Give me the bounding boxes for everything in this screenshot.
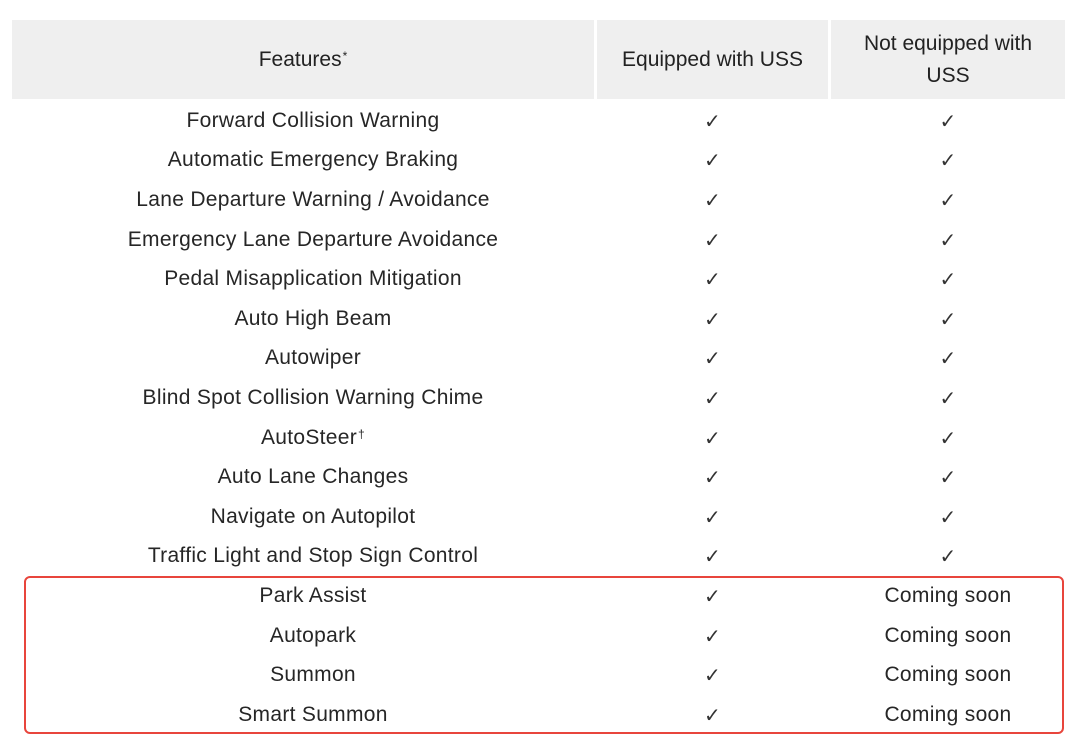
feature-label: Automatic Emergency Braking	[167, 148, 459, 172]
checkmark-icon: ✓	[703, 425, 722, 450]
feature-label: Emergency Lane Departure Avoidance	[127, 227, 499, 251]
feature-label: Pedal Misapplication Mitigation	[164, 267, 462, 291]
checkmark-icon: ✓	[703, 108, 722, 133]
table-row	[0, 537, 1080, 577]
feature-label: Park Assist	[259, 583, 367, 607]
not-equipped-cell	[831, 101, 1065, 141]
table-row	[0, 418, 1080, 458]
not-equipped-cell	[831, 220, 1065, 260]
checkmark-icon: ✓	[939, 148, 957, 173]
equipped-cell	[597, 418, 828, 458]
feature-label: Summon	[270, 663, 356, 687]
feature-cell	[12, 180, 614, 220]
checkmark-icon: ✓	[939, 504, 957, 529]
checkmark-icon: ✓	[939, 306, 957, 331]
checkmark-icon: ✓	[939, 267, 957, 292]
table-row	[0, 378, 1080, 418]
feature-cell	[12, 259, 614, 299]
checkmark-icon: ✓	[939, 346, 957, 371]
feature-label: Lane Departure Warning / Avoidance	[136, 187, 490, 211]
checkmark-icon: ✓	[703, 346, 722, 371]
checkmark-icon: ✓	[703, 187, 722, 212]
not-equipped-cell	[831, 695, 1065, 735]
table-row	[0, 259, 1080, 299]
checkmark-icon: ✓	[703, 544, 722, 569]
header-equipped-label: Equipped with USS	[622, 47, 803, 71]
header-features-label: Features	[258, 47, 342, 71]
checkmark-icon: ✓	[703, 504, 722, 529]
equipped-cell	[597, 259, 828, 299]
feature-label: Auto High Beam	[234, 306, 392, 330]
not-equipped-cell	[831, 259, 1065, 299]
feature-label: Forward Collision Warning	[186, 108, 440, 132]
not-equipped-cell	[831, 537, 1065, 577]
feature-cell	[12, 497, 614, 537]
equipped-cell	[597, 576, 828, 616]
equipped-cell	[597, 101, 828, 141]
table-row	[0, 576, 1080, 616]
table-row	[0, 220, 1080, 260]
checkmark-icon: ✓	[939, 465, 957, 490]
checkmark-icon: ✓	[703, 583, 722, 608]
table-row	[0, 457, 1080, 497]
checkmark-icon: ✓	[939, 544, 957, 569]
feature-label: Traffic Light and Stop Sign Control	[147, 544, 479, 568]
feature-cell	[12, 616, 614, 656]
equipped-cell	[597, 457, 828, 497]
header-features	[12, 20, 594, 99]
feature-cell	[12, 457, 614, 497]
feature-label: Blind Spot Collision Warning Chime	[142, 385, 484, 409]
equipped-cell	[597, 180, 828, 220]
checkmark-icon: ✓	[703, 227, 722, 252]
checkmark-icon: ✓	[939, 187, 957, 212]
table-row	[0, 655, 1080, 695]
equipped-cell	[597, 378, 828, 418]
checkmark-icon: ✓	[703, 702, 722, 727]
table-row	[0, 101, 1080, 141]
feature-cell	[12, 339, 614, 379]
checkmark-icon: ✓	[939, 108, 957, 133]
coming-soon-label: Coming soon	[884, 702, 1012, 726]
feature-cell	[12, 418, 614, 458]
not-equipped-cell	[831, 299, 1065, 339]
checkmark-icon: ✓	[703, 267, 722, 292]
feature-label: Auto Lane Changes	[217, 465, 409, 489]
feature-cell	[12, 655, 614, 695]
feature-cell	[12, 537, 614, 577]
not-equipped-cell	[831, 339, 1065, 379]
table-row	[0, 695, 1080, 735]
not-equipped-cell	[831, 457, 1065, 497]
not-equipped-cell	[831, 497, 1065, 537]
checkmark-icon: ✓	[939, 227, 957, 252]
equipped-cell	[597, 339, 828, 379]
table-row	[0, 339, 1080, 379]
feature-cell	[12, 299, 614, 339]
header-equipped-uss	[597, 20, 828, 99]
feature-cell	[12, 378, 614, 418]
checkmark-icon: ✓	[939, 385, 957, 410]
feature-label: Autowiper	[264, 346, 362, 370]
not-equipped-cell	[831, 180, 1065, 220]
equipped-cell	[597, 695, 828, 735]
not-equipped-cell	[831, 655, 1065, 695]
equipped-cell	[597, 537, 828, 577]
feature-label: Autopark	[269, 623, 357, 647]
equipped-cell	[597, 299, 828, 339]
equipped-cell	[597, 655, 828, 695]
feature-footnote-mark: †	[358, 426, 366, 441]
not-equipped-cell	[831, 141, 1065, 181]
table-row	[0, 141, 1080, 181]
table-row	[0, 616, 1080, 656]
equipped-cell	[597, 616, 828, 656]
table-row	[0, 299, 1080, 339]
coming-soon-label: Coming soon	[884, 663, 1012, 687]
checkmark-icon: ✓	[939, 425, 957, 450]
checkmark-icon: ✓	[703, 465, 722, 490]
header-not-equipped-line1: Not equipped with	[863, 31, 1033, 55]
equipped-cell	[597, 497, 828, 537]
checkmark-icon: ✓	[703, 623, 722, 648]
feature-cell	[12, 695, 614, 735]
header-features-mark: *	[342, 48, 348, 63]
feature-cell	[12, 220, 614, 260]
equipped-cell	[597, 141, 828, 181]
coming-soon-label: Coming soon	[884, 623, 1012, 647]
checkmark-icon: ✓	[703, 663, 722, 688]
coming-soon-label: Coming soon	[884, 583, 1012, 607]
not-equipped-cell	[831, 378, 1065, 418]
feature-label: Smart Summon	[238, 702, 388, 726]
feature-label: AutoSteer	[260, 425, 358, 449]
equipped-cell	[597, 220, 828, 260]
not-equipped-cell	[831, 576, 1065, 616]
checkmark-icon: ✓	[703, 148, 722, 173]
table-row	[0, 497, 1080, 537]
header-not-equipped-line2: USS	[926, 63, 970, 87]
feature-label: Navigate on Autopilot	[210, 504, 416, 528]
not-equipped-cell	[831, 616, 1065, 656]
table-row	[0, 180, 1080, 220]
feature-cell	[12, 576, 614, 616]
feature-cell	[12, 101, 614, 141]
checkmark-icon: ✓	[703, 385, 722, 410]
feature-cell	[12, 141, 614, 181]
not-equipped-cell	[831, 418, 1065, 458]
checkmark-icon: ✓	[703, 306, 722, 331]
header-not-equipped-uss	[831, 20, 1065, 99]
